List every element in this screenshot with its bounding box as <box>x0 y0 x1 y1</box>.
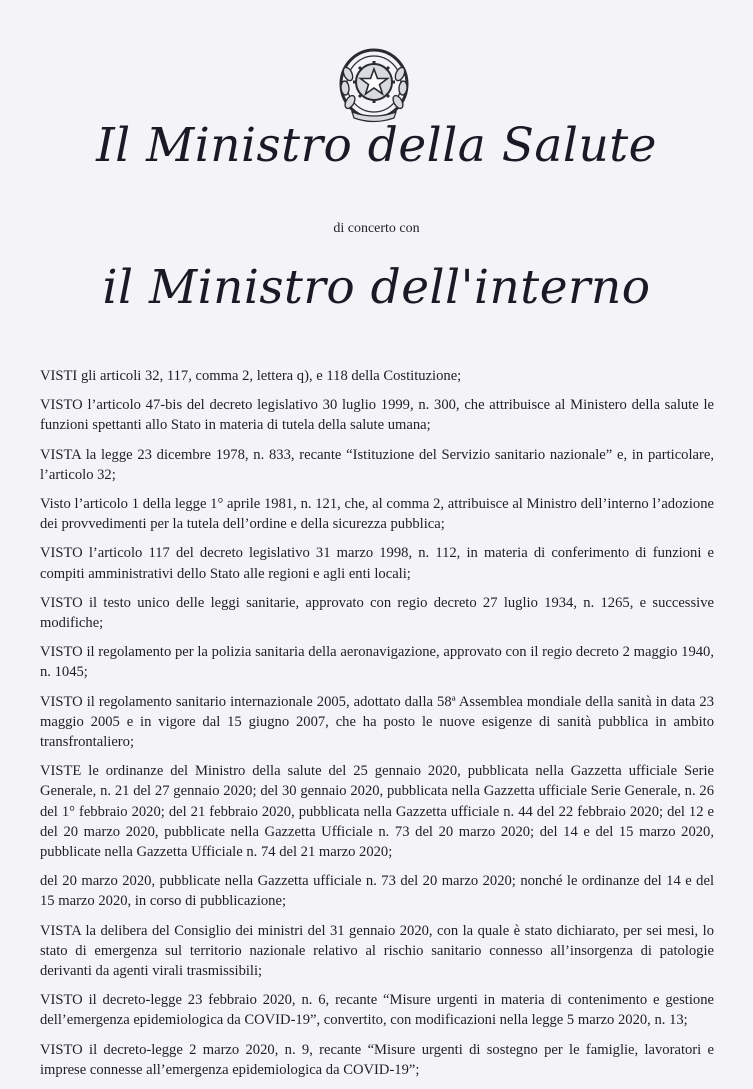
minister-title: Il Ministro della Salute <box>96 118 657 173</box>
preamble-paragraph: VISTO il regolamento per la polizia sanitaria della aeronavigazione, approvato con il regio decreto 2 maggio 1940, n. 1045; <box>40 644 714 681</box>
preamble-paragraph: Visto l’articolo 1 della legge 1° aprile 1981, n. 121, che, al comma 2, attribuisce al Ministro dell’interno l’adozione dei provvedimenti per la tutela dell’ordine e della sicurezza pubblica; <box>40 496 714 533</box>
preamble-paragraph: VISTO l’articolo 117 del decreto legislativo 31 marzo 1998, n. 112, in materia di conferimento di funzioni e compiti amministrativi dello Stato alle regioni e agli enti locali; <box>40 545 714 582</box>
preamble-paragraph: VISTO l’articolo 47-bis del decreto legislativo 30 luglio 1999, n. 300, che attribuisce al Ministero della salute le funzioni spettanti allo Stato in materia di tutela della salute umana; <box>40 397 714 434</box>
co-minister-title: il Ministro dell'interno <box>102 260 651 315</box>
preamble-paragraph: VISTO il decreto-legge 23 febbraio 2020, n. 6, recante “Misure urgenti in materia di contenimento e gestione dell’emergenza epidemiologica da COVID-19”, convertito, con modificazioni nella legge 5 marzo 2020, n. 13; <box>40 992 714 1029</box>
preamble-paragraph: VISTO il decreto-legge 2 marzo 2020, n. 9, recante “Misure urgenti di sostegno per le famiglie, lavoratori e imprese connesse all’emergenza epidemiologica da COVID-19”; <box>40 1041 714 1078</box>
preamble-paragraph: VISTE le ordinanze del Ministro della salute del 25 gennaio 2020, pubblicata nella Gazzetta ufficiale Serie Generale, n. 21 del 27 gennaio 2020; del 30 gennaio 2020, pubblicata nella Gazzetta ufficiale Serie Generale, n. 26 del 1° febbraio 2020; del 21 febbraio 2020, pubblicata nella Gazzetta ufficiale n. 44 del 22 febbraio 2020; del 12 e del 20 marzo 2020, pubblicate nella Gazzetta Ufficiale n. 73 del 20 marzo 2020; del 14 e del 15 marzo 2020, pubblicate nella Gazzetta Ufficiale n. 74 del 21 marzo 2020; <box>40 763 714 861</box>
preamble-paragraph: VISTI gli articoli 32, 117, comma 2, lettera q), e 118 della Costituzione; <box>40 368 462 384</box>
preamble-paragraph: VISTO il regolamento sanitario internazionale 2005, adottato dalla 58ª Assemblea mondiale della sanità in data 23 maggio 2005 e in vigore dal 15 giugno 2007, che ha posto le nuove esigenze di sanità pubblica in ambito transfrontaliero; <box>40 693 714 751</box>
concert-subtitle: di concerto con <box>333 221 420 236</box>
preamble-paragraph: del 20 marzo 2020, pubblicate nella Gazzetta ufficiale n. 73 del 20 marzo 2020; nonché le ordinanze del 14 e del 15 marzo 2020, in corso di pubblicazione; <box>40 873 714 910</box>
italian-republic-emblem <box>336 44 412 126</box>
preamble-body <box>40 366 714 1089</box>
preamble-paragraph: VISTA la legge 23 dicembre 1978, n. 833, recante “Istituzione del Servizio sanitario nazionale” e, in particolare, l’articolo 32; <box>40 446 714 483</box>
preamble-paragraph: VISTA la delibera del Consiglio dei ministri del 31 gennaio 2020, con la quale è stato dichiarato, per sei mesi, lo stato di emergenza sul territorio nazionale relativo al rischio sanitario connesso all’insorgenza di patologie derivanti da agenti virali trasmissibili; <box>40 922 714 980</box>
preamble-paragraph: VISTO il testo unico delle leggi sanitarie, approvato con regio decreto 27 luglio 1934, n. 1265, e successive modifiche; <box>40 594 714 632</box>
